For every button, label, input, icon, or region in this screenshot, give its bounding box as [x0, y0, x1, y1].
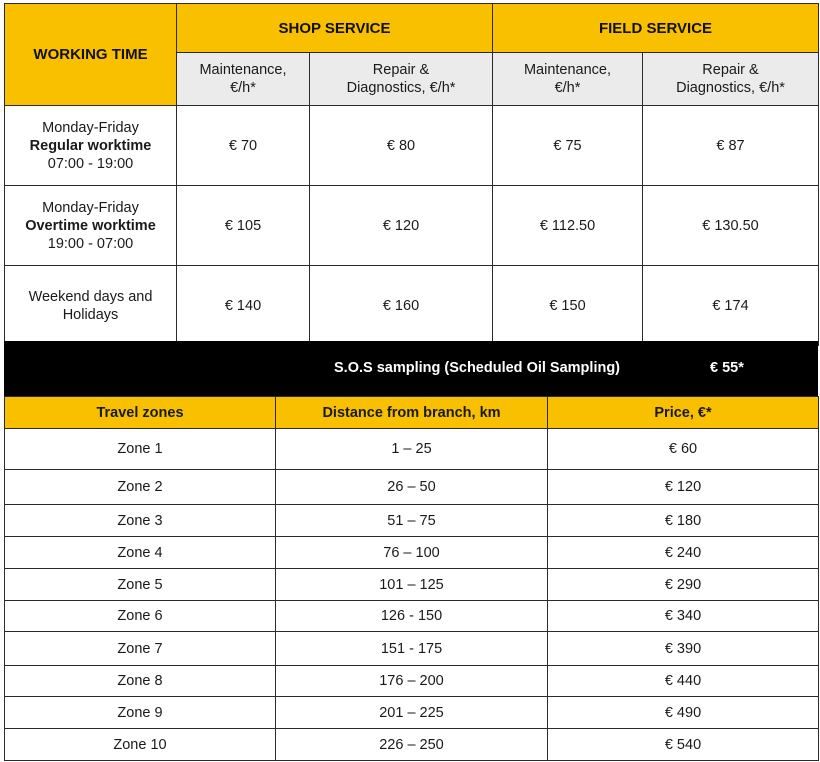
price-cell: € 440: [548, 666, 819, 697]
zone-cell: Zone 10: [5, 729, 276, 761]
zone-cell: Zone 8: [5, 666, 276, 697]
zone-cell: Zone 1: [5, 429, 276, 470]
distance-cell: 176 – 200: [276, 666, 548, 697]
subheader-field-repair: Repair & Diagnostics, €/h*: [643, 53, 819, 106]
table-row: [5, 729, 819, 761]
table-row: [5, 537, 819, 569]
rate-cell: € 75: [493, 106, 643, 186]
rate-cell: € 174: [643, 266, 819, 346]
travel-zones-header: Travel zones: [5, 397, 276, 429]
distance-cell: 26 – 50: [276, 470, 548, 505]
price-cell: € 60: [548, 429, 819, 470]
table-row: [5, 666, 819, 697]
price-cell: € 290: [548, 569, 819, 601]
rate-cell: € 80: [310, 106, 493, 186]
subheader-shop-repair: Repair & Diagnostics, €/h*: [310, 53, 493, 106]
table-row: [5, 601, 819, 632]
subheader-field-maintenance: Maintenance, €/h*: [493, 53, 643, 106]
working-time-cell: Monday-Friday Overtime worktime 19:00 - 07:00: [5, 186, 177, 266]
distance-cell: 1 – 25: [276, 429, 548, 470]
subheader-shop-maintenance: Maintenance, €/h*: [177, 53, 310, 106]
rates-group-header-row: [5, 4, 819, 53]
table-row: [5, 470, 819, 505]
table-row: [5, 429, 819, 470]
rate-cell: € 120: [310, 186, 493, 266]
table-row: [5, 569, 819, 601]
distance-cell: 101 – 125: [276, 569, 548, 601]
price-cell: € 340: [548, 601, 819, 632]
price-cell: € 490: [548, 697, 819, 729]
rate-cell: € 150: [493, 266, 643, 346]
rates-row-weekend: [5, 266, 819, 346]
rate-cell: € 105: [177, 186, 310, 266]
distance-cell: 126 - 150: [276, 601, 548, 632]
price-cell: € 390: [548, 632, 819, 666]
distance-cell: 201 – 225: [276, 697, 548, 729]
rate-cell: € 87: [643, 106, 819, 186]
working-time-cell: Weekend days and Holidays: [5, 266, 177, 346]
rate-cell: € 160: [310, 266, 493, 346]
working-time-cell: Monday-Friday Regular worktime 07:00 - 19:00: [5, 106, 177, 186]
shop-service-header: SHOP SERVICE: [177, 4, 493, 53]
travel-zones-table: [4, 396, 819, 761]
rate-cell: € 130.50: [643, 186, 819, 266]
rate-cell: € 112.50: [493, 186, 643, 266]
distance-header: Distance from branch, km: [276, 397, 548, 429]
sos-sampling-label: S.O.S sampling (Scheduled Oil Sampling): [334, 360, 621, 376]
price-cell: € 540: [548, 729, 819, 761]
labor-rates-table: [4, 3, 819, 346]
rate-cell: € 70: [177, 106, 310, 186]
zone-cell: Zone 4: [5, 537, 276, 569]
rate-cell: € 140: [177, 266, 310, 346]
zone-cell: Zone 7: [5, 632, 276, 666]
zone-cell: Zone 5: [5, 569, 276, 601]
table-row: [5, 697, 819, 729]
price-cell: € 180: [548, 505, 819, 537]
distance-cell: 226 – 250: [276, 729, 548, 761]
table-row: [5, 505, 819, 537]
distance-cell: 151 - 175: [276, 632, 548, 666]
price-cell: € 120: [548, 470, 819, 505]
zone-cell: Zone 3: [5, 505, 276, 537]
price-cell: € 240: [548, 537, 819, 569]
rates-row-regular: [5, 106, 819, 186]
table-row: [5, 632, 819, 666]
zone-cell: Zone 9: [5, 697, 276, 729]
zone-cell: Zone 6: [5, 601, 276, 632]
zones-header-row: [5, 397, 819, 429]
field-service-header: FIELD SERVICE: [493, 4, 819, 53]
zone-cell: Zone 2: [5, 470, 276, 505]
working-time-header: WORKING TIME: [5, 4, 177, 106]
distance-cell: 76 – 100: [276, 537, 548, 569]
distance-cell: 51 – 75: [276, 505, 548, 537]
sos-sampling-band: [4, 341, 818, 396]
rates-row-overtime: [5, 186, 819, 266]
sos-sampling-price: € 55*: [710, 360, 744, 376]
price-header: Price, €*: [548, 397, 819, 429]
